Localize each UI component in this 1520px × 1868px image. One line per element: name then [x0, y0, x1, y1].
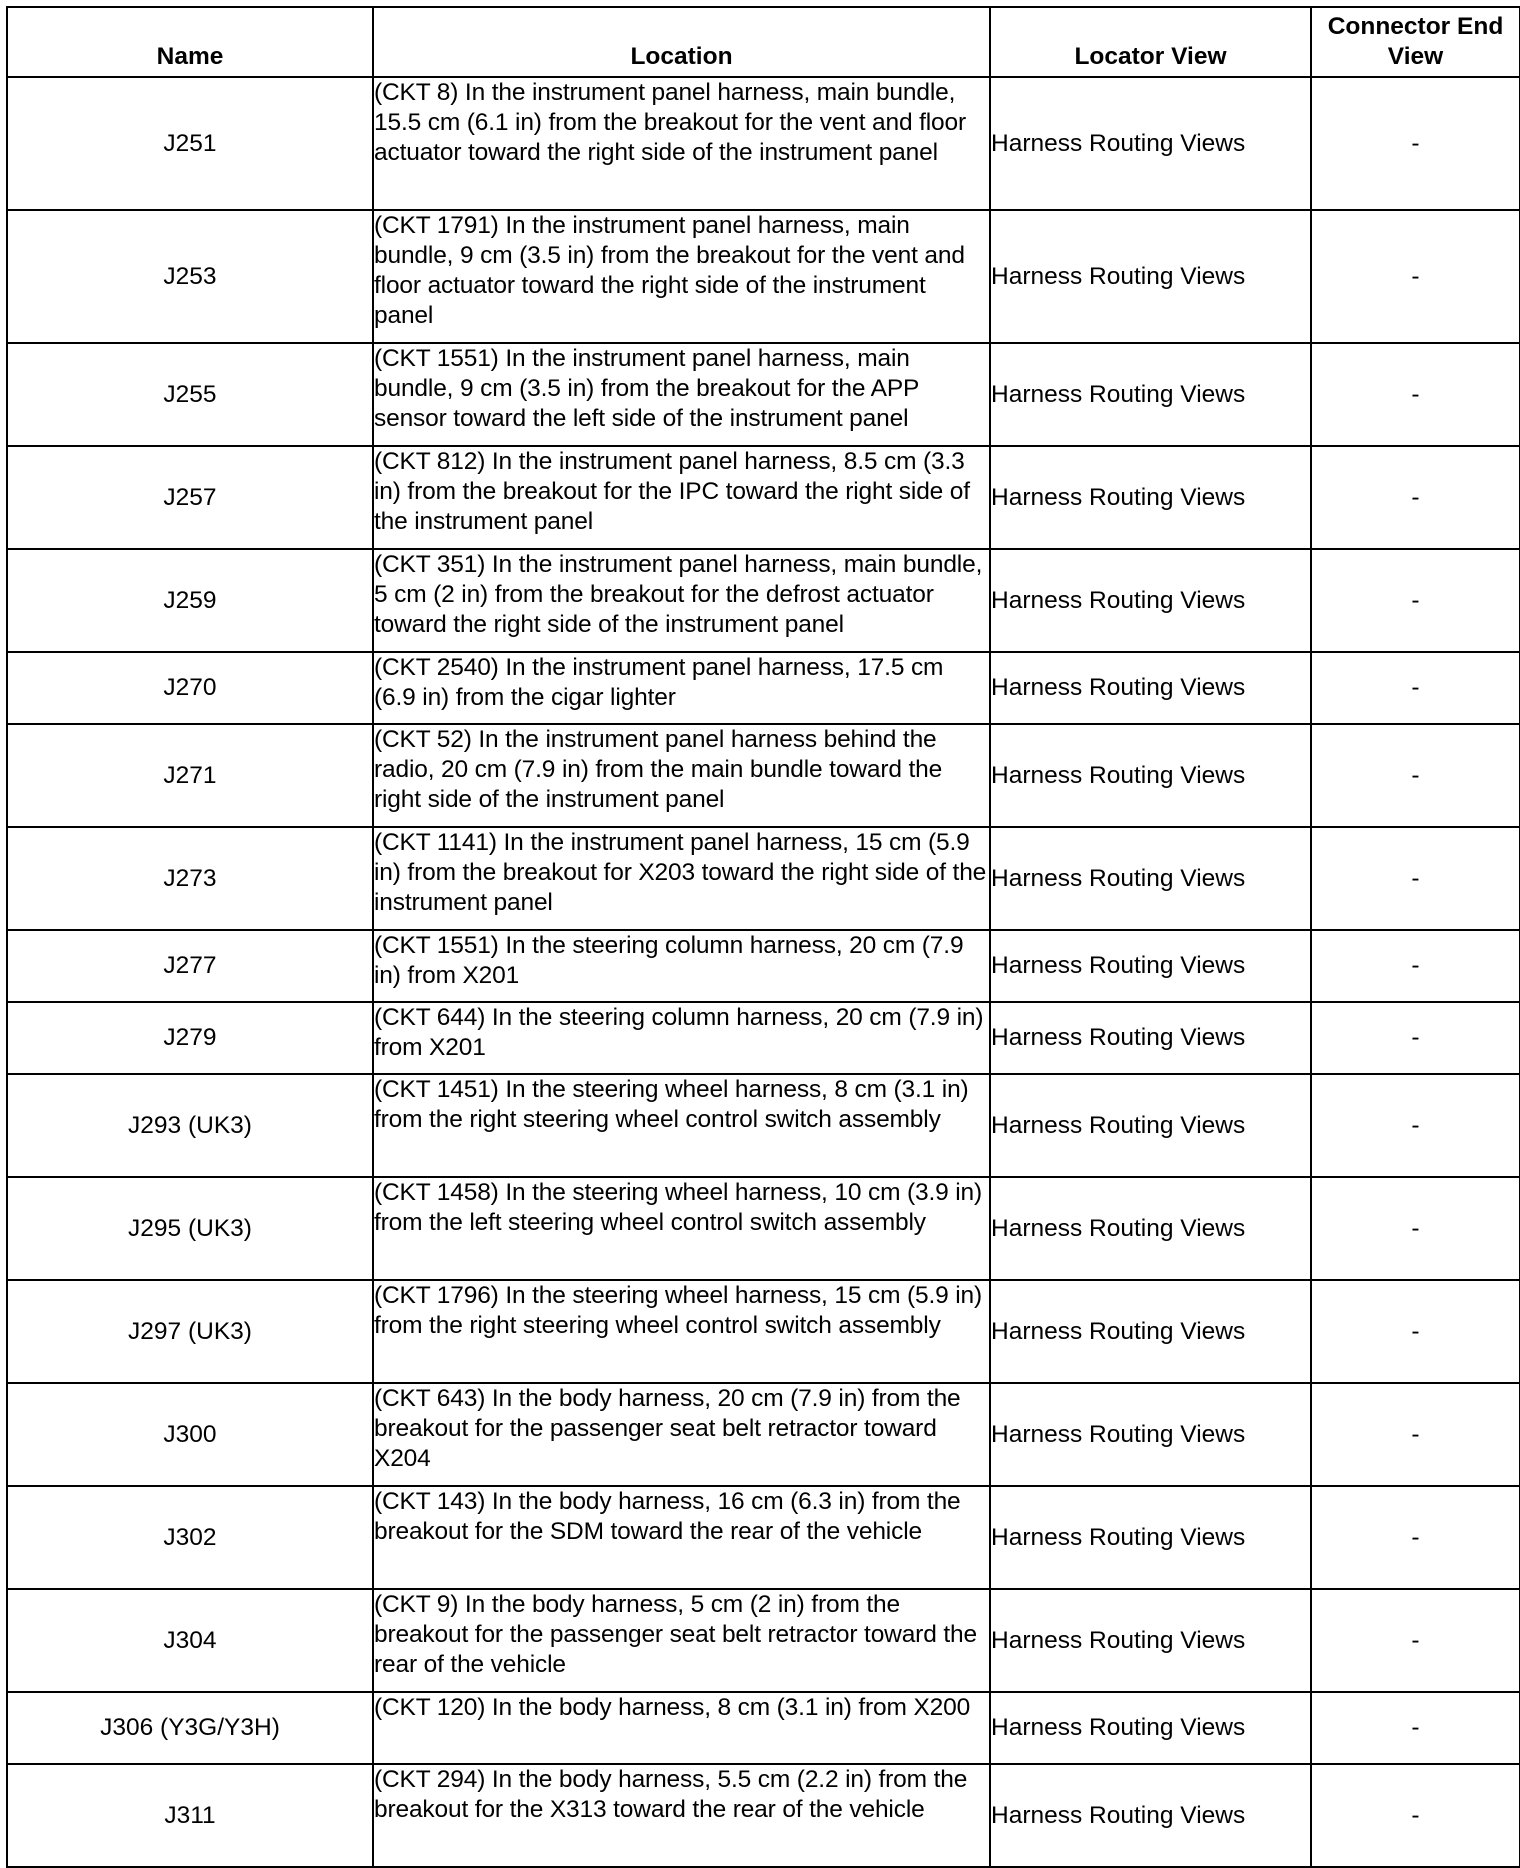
- header-connector-end-view-line1: Connector End: [1327, 13, 1504, 40]
- splice-name: J306 (Y3G/Y3H): [7, 1692, 373, 1764]
- connector-end-view: -: [1311, 343, 1520, 446]
- splice-location: (CKT 1551) In the instrument panel harness, main bundle, 9 cm (3.5 in) from the breakout for the APP sensor toward the left side of the instrument panel: [373, 343, 990, 446]
- table-row: [7, 1764, 1520, 1867]
- header-connector-end-view-line2: View: [1387, 43, 1444, 70]
- locator-view-link[interactable]: Harness Routing Views: [990, 827, 1311, 930]
- table-row: [7, 1002, 1520, 1074]
- connector-end-view: -: [1311, 1486, 1520, 1589]
- splice-location-sheet: [6, 6, 1520, 1868]
- splice-name: J293 (UK3): [7, 1074, 373, 1177]
- locator-view-link[interactable]: Harness Routing Views: [990, 446, 1311, 549]
- table-row: [7, 446, 1520, 549]
- splice-name: J302: [7, 1486, 373, 1589]
- connector-end-view: -: [1311, 652, 1520, 724]
- connector-end-view: -: [1311, 446, 1520, 549]
- splice-location: (CKT 644) In the steering column harness, 20 cm (7.9 in) from X201: [373, 1002, 990, 1074]
- splice-location: (CKT 1796) In the steering wheel harness, 15 cm (5.9 in) from the right steering wheel control switch assembly: [373, 1280, 990, 1383]
- locator-view-link[interactable]: Harness Routing Views: [990, 210, 1311, 343]
- connector-end-view: -: [1311, 1589, 1520, 1692]
- connector-end-view: -: [1311, 1074, 1520, 1177]
- splice-name: J304: [7, 1589, 373, 1692]
- locator-view-link[interactable]: Harness Routing Views: [990, 724, 1311, 827]
- locator-view-link[interactable]: Harness Routing Views: [990, 343, 1311, 446]
- splice-location: (CKT 9) In the body harness, 5 cm (2 in) from the breakout for the passenger seat belt retractor toward the rear of the vehicle: [373, 1589, 990, 1692]
- splice-location: (CKT 2540) In the instrument panel harness, 17.5 cm (6.9 in) from the cigar lighter: [373, 652, 990, 724]
- connector-end-view: -: [1311, 930, 1520, 1002]
- connector-end-view: -: [1311, 724, 1520, 827]
- table-row: [7, 1280, 1520, 1383]
- locator-view-link[interactable]: Harness Routing Views: [990, 930, 1311, 1002]
- locator-view-link[interactable]: Harness Routing Views: [990, 1383, 1311, 1486]
- splice-name: J271: [7, 724, 373, 827]
- locator-view-link[interactable]: Harness Routing Views: [990, 1074, 1311, 1177]
- splice-location: (CKT 120) In the body harness, 8 cm (3.1 in) from X200: [373, 1692, 990, 1764]
- connector-end-view: -: [1311, 210, 1520, 343]
- table-row: [7, 652, 1520, 724]
- splice-name: J253: [7, 210, 373, 343]
- connector-end-view: -: [1311, 1383, 1520, 1486]
- table-row: [7, 1692, 1520, 1764]
- table-row: [7, 724, 1520, 827]
- table-row: [7, 1177, 1520, 1280]
- connector-end-view: -: [1311, 1764, 1520, 1867]
- table-row: [7, 343, 1520, 446]
- connector-end-view: -: [1311, 1280, 1520, 1383]
- table-row: [7, 1383, 1520, 1486]
- locator-view-link[interactable]: Harness Routing Views: [990, 77, 1311, 210]
- splice-location: (CKT 8) In the instrument panel harness, main bundle, 15.5 cm (6.1 in) from the breakout for the vent and floor actuator toward the right side of the instrument panel: [373, 77, 990, 210]
- splice-location: (CKT 812) In the instrument panel harness, 8.5 cm (3.3 in) from the breakout for the IPC toward the right side of the instrument panel: [373, 446, 990, 549]
- table-row: [7, 77, 1520, 210]
- table-row: [7, 549, 1520, 652]
- splice-name: J273: [7, 827, 373, 930]
- table-row: [7, 1074, 1520, 1177]
- splice-name: J295 (UK3): [7, 1177, 373, 1280]
- splice-name: J277: [7, 930, 373, 1002]
- connector-end-view: -: [1311, 1002, 1520, 1074]
- splice-name: J270: [7, 652, 373, 724]
- table-row: [7, 1486, 1520, 1589]
- table-row: [7, 827, 1520, 930]
- locator-view-link[interactable]: Harness Routing Views: [990, 1002, 1311, 1074]
- splice-name: J279: [7, 1002, 373, 1074]
- locator-view-link[interactable]: Harness Routing Views: [990, 1764, 1311, 1867]
- locator-view-link[interactable]: Harness Routing Views: [990, 549, 1311, 652]
- locator-view-link[interactable]: Harness Routing Views: [990, 1486, 1311, 1589]
- splice-location: (CKT 1551) In the steering column harness, 20 cm (7.9 in) from X201: [373, 930, 990, 1002]
- splice-location: (CKT 351) In the instrument panel harness, main bundle, 5 cm (2 in) from the breakout for the defrost actuator toward the right side of the instrument panel: [373, 549, 990, 652]
- splice-location: (CKT 643) In the body harness, 20 cm (7.9 in) from the breakout for the passenger seat belt retractor toward X204: [373, 1383, 990, 1486]
- splice-table: [6, 6, 1520, 1868]
- locator-view-link[interactable]: Harness Routing Views: [990, 1692, 1311, 1764]
- splice-name: J257: [7, 446, 373, 549]
- header-name: Name: [7, 7, 373, 77]
- splice-name: J297 (UK3): [7, 1280, 373, 1383]
- locator-view-link[interactable]: Harness Routing Views: [990, 652, 1311, 724]
- splice-location: (CKT 1451) In the steering wheel harness, 8 cm (3.1 in) from the right steering wheel control switch assembly: [373, 1074, 990, 1177]
- splice-location: (CKT 1141) In the instrument panel harness, 15 cm (5.9 in) from the breakout for X203 toward the right side of the instrument panel: [373, 827, 990, 930]
- header-connector-end-view: [1311, 7, 1520, 77]
- splice-location: (CKT 294) In the body harness, 5.5 cm (2.2 in) from the breakout for the X313 toward the rear of the vehicle: [373, 1764, 990, 1867]
- connector-end-view: -: [1311, 1177, 1520, 1280]
- splice-name: J259: [7, 549, 373, 652]
- splice-name: J251: [7, 77, 373, 210]
- splice-location: (CKT 1458) In the steering wheel harness, 10 cm (3.9 in) from the left steering wheel control switch assembly: [373, 1177, 990, 1280]
- locator-view-link[interactable]: Harness Routing Views: [990, 1280, 1311, 1383]
- header-locator-view: Locator View: [990, 7, 1311, 77]
- splice-location: (CKT 1791) In the instrument panel harness, main bundle, 9 cm (3.5 in) from the breakout for the vent and floor actuator toward the right side of the instrument panel: [373, 210, 990, 343]
- connector-end-view: -: [1311, 1692, 1520, 1764]
- splice-location: (CKT 143) In the body harness, 16 cm (6.3 in) from the breakout for the SDM toward the rear of the vehicle: [373, 1486, 990, 1589]
- splice-location: (CKT 52) In the instrument panel harness behind the radio, 20 cm (7.9 in) from the main bundle toward the right side of the instrument panel: [373, 724, 990, 827]
- table-row: [7, 210, 1520, 343]
- header-location: Location: [373, 7, 990, 77]
- locator-view-link[interactable]: Harness Routing Views: [990, 1589, 1311, 1692]
- header-row: [7, 7, 1520, 77]
- connector-end-view: -: [1311, 77, 1520, 210]
- splice-name: J255: [7, 343, 373, 446]
- splice-name: J311: [7, 1764, 373, 1867]
- connector-end-view: -: [1311, 827, 1520, 930]
- locator-view-link[interactable]: Harness Routing Views: [990, 1177, 1311, 1280]
- splice-name: J300: [7, 1383, 373, 1486]
- table-row: [7, 1589, 1520, 1692]
- table-row: [7, 930, 1520, 1002]
- connector-end-view: -: [1311, 549, 1520, 652]
